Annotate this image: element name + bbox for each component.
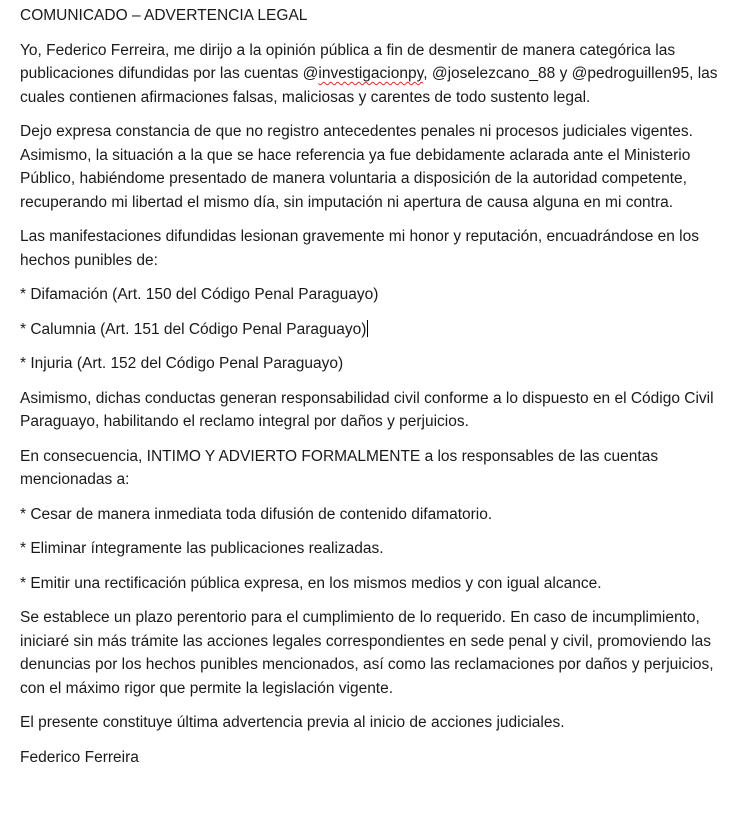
signature: Federico Ferreira [20, 748, 139, 766]
offense-item-calumnia-text: * Calumnia (Art. 151 del Código Penal Paraguayo) [20, 320, 367, 338]
offense-item-calumnia [20, 318, 720, 342]
paragraph-intro-text-end: , @joselezcano_88 y @pedroguillen95, las cuales contienen afirmaciones falsas, maliciosas y carentes de todo sustento legal. [20, 65, 718, 106]
demand-item-rectify: * Emitir una rectificación pública expresa, en los mismos medios y con igual alcance. [20, 574, 602, 592]
paragraph-intro-text-start: Yo, Federico Ferreira, me dirijo a la opinión pública a fin de desmentir de manera categórica las publicaciones difundidas por las cuentas @ [20, 41, 676, 82]
paragraph-offenses-intro: Las manifestaciones difundidas lesionan gravemente mi honor y reputación, encuadrándose en los hechos punibles de: [20, 228, 699, 269]
document-title: COMUNICADO – ADVERTENCIA LEGAL [20, 7, 308, 24]
offense-item-difamacion: * Difamación (Art. 150 del Código Penal Paraguayo) [20, 286, 379, 303]
spellcheck-flagged-word[interactable]: investigacionpy [318, 65, 424, 82]
paragraph-intro [20, 39, 720, 110]
demand-item-cease: * Cesar de manera inmediata toda difusión de contenido difamatorio. [20, 505, 493, 523]
demand-item-delete: * Eliminar íntegramente las publicaciones realizadas. [20, 540, 384, 557]
document-body[interactable] [20, 4, 720, 780]
offense-item-injuria: * Injuria (Art. 152 del Código Penal Paraguayo) [20, 355, 344, 372]
paragraph-formal-notice: En consecuencia, INTIMO Y ADVIERTO FORMALMENTE a los responsables de las cuentas mencionadas a: [20, 447, 659, 488]
text-cursor [367, 320, 368, 337]
paragraph-final-warning: El presente constituye última advertencia previa al inicio de acciones judiciales. [20, 714, 565, 731]
paragraph-civil-liability: Asimismo, dichas conductas generan responsabilidad civil conforme a lo dispuesto en el Código Civil Paraguayo, habilitando el reclamo integral por daños y perjuicios. [20, 389, 714, 430]
paragraph-record: Dejo expresa constancia de que no registro antecedentes penales ni procesos judiciales vigentes. Asimismo, la situación a la que se hace referencia ya fue debidamente aclarada ante el Ministerio Público, habiéndome presentado de manera voluntaria a disposición de la autoridad competente, recuperando mi libertad el mismo día, sin imputación ni apertura de causa alguna en mi contra. [20, 123, 693, 211]
paragraph-deadline: Se establece un plazo perentorio para el cumplimiento de lo requerido. En caso de incumplimiento, iniciaré sin más trámite las acciones legales correspondientes en sede penal y civil, promoviendo las denuncias por los hechos punibles mencionados, así como las reclamaciones por daños y perjuicios, con el máximo rigor que permite la legislación vigente. [20, 609, 714, 697]
